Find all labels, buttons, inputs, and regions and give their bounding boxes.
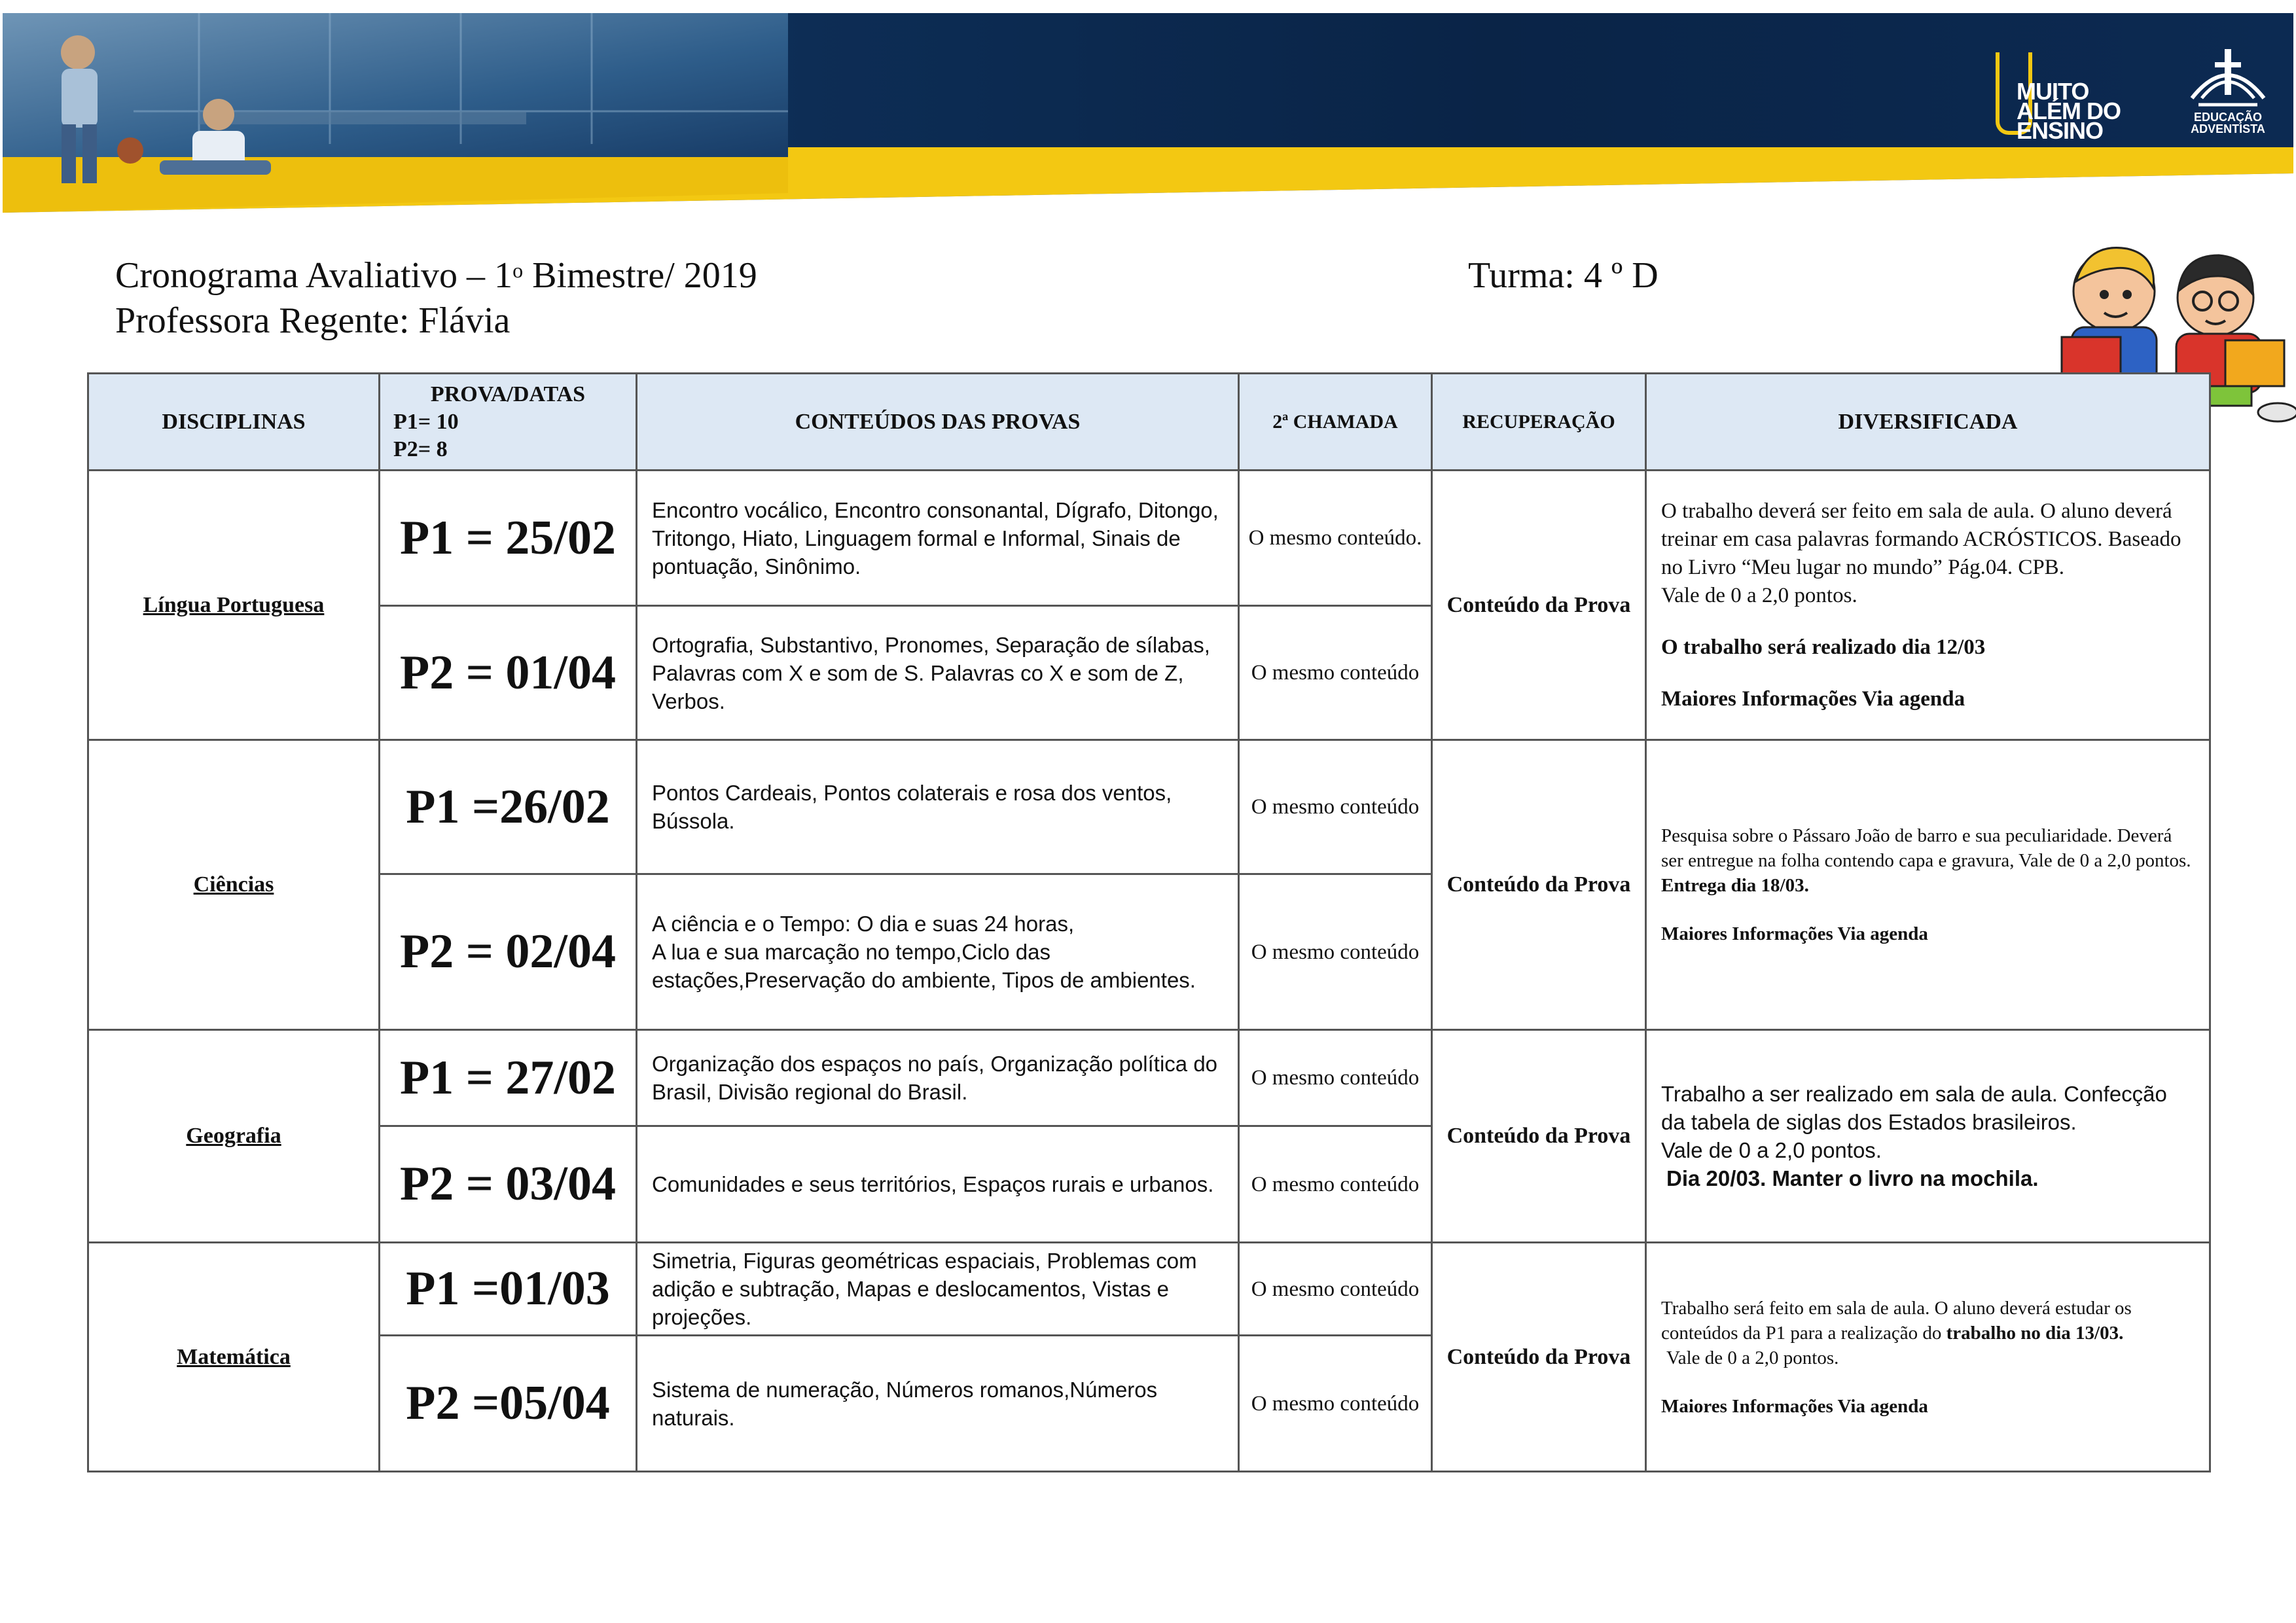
header-prova-datas-label: PROVA/DATAS: [430, 382, 586, 406]
subject-name: Matemática: [88, 1243, 380, 1472]
p2-content: [637, 874, 1239, 1030]
turma-label: Turma: 4 º D: [1468, 255, 1659, 296]
p2-content: Ortografia, Substantivo, Pronomes, Separação de sílabas, Palavras com X e som de S. Palavras co X e som de Z, Verbos.: [637, 606, 1239, 740]
div-valor: Vale de 0 a 2,0 pontos.: [1661, 583, 1857, 607]
div-data: O trabalho será realizado dia 12/03: [1661, 635, 1986, 659]
diversificada-cell: [1646, 1030, 2210, 1243]
p1-chamada: O mesmo conteúdo: [1239, 1030, 1432, 1126]
p2-content-line2: A lua e sua marcação no tempo,Ciclo das estações,Preservação do ambiente, Tipos de ambientes.: [652, 940, 1196, 992]
div-valor: Vale de 0 a 2,0 pontos.: [1661, 1138, 1882, 1162]
title-superscript: o: [512, 259, 524, 282]
subject-name: Língua Portuguesa: [88, 471, 380, 740]
gym-photo-image: [3, 13, 788, 213]
p2-chamada: O mesmo conteúdo: [1239, 606, 1432, 740]
div-info: Maiores Informações Via agenda: [1661, 687, 1965, 711]
header-p2-points: P2= 8: [393, 437, 448, 461]
p1-chamada: O mesmo conteúdo.: [1239, 471, 1432, 606]
p2-content: Sistema de numeração, Números romanos,Números naturais.: [637, 1336, 1239, 1472]
p2-date: P2 = 03/04: [380, 1126, 637, 1243]
p2-chamada: O mesmo conteúdo: [1239, 1126, 1432, 1243]
table-row: [88, 471, 2210, 606]
div-info: Maiores Informações Via agenda: [1661, 923, 1928, 944]
recuperacao-cell: Conteúdo da Prova: [1432, 1243, 1646, 1472]
logo-adv-line2: ADVENTISTA: [2191, 122, 2265, 135]
div-text: Trabalho será feito em sala de aula. O aluno deverá estudar os conteúdos da P1 para a realização do: [1661, 1297, 2132, 1344]
diversificada-cell: [1646, 471, 2210, 740]
p1-chamada: O mesmo conteúdo: [1239, 740, 1432, 874]
subject-name: Geografia: [88, 1030, 380, 1243]
header-recuperacao: RECUPERAÇÃO: [1432, 374, 1646, 471]
table-row: [88, 740, 2210, 874]
recuperacao-cell: Conteúdo da Prova: [1432, 471, 1646, 740]
div-data: Entrega dia 18/03.: [1661, 875, 1809, 896]
table-header-row: [88, 374, 2210, 471]
header-banner: [3, 13, 2293, 213]
p2-content: Comunidades e seus territórios, Espaços rurais e urbanos.: [637, 1126, 1239, 1243]
schedule-table: [87, 372, 2211, 1472]
table-row: [88, 1030, 2210, 1126]
p2-chamada: O mesmo conteúdo: [1239, 1336, 1432, 1472]
p1-date: P1 = 27/02: [380, 1030, 637, 1126]
div-info: Maiores Informações Via agenda: [1661, 1395, 1928, 1417]
logo-muito-line2: ALÉM DO: [2017, 98, 2121, 124]
logo-muito-line3: ENSINO: [2017, 117, 2104, 144]
p2-date: P2 = 02/04: [380, 874, 637, 1030]
header-disciplinas: DISCIPLINAS: [88, 374, 380, 471]
header-segunda-chamada: 2ª CHAMADA: [1239, 374, 1432, 471]
div-text: Pesquisa sobre o Pássaro João de barro e sua peculiaridade. Deverá ser entregue na folha contendo capa e gravura, Vale de 0 a 2,0 pontos.: [1661, 825, 2191, 871]
div-valor: Vale de 0 a 2,0 pontos.: [1666, 1347, 1839, 1368]
p1-date: P1 =26/02: [380, 740, 637, 874]
table-row: [88, 1243, 2210, 1336]
header-diversificada: DIVERSIFICADA: [1646, 374, 2210, 471]
page-title: [115, 255, 757, 296]
recuperacao-cell: Conteúdo da Prova: [1432, 740, 1646, 1030]
div-text: Trabalho a ser realizado em sala de aula. Confecção da tabela de siglas dos Estados brasileiros.: [1661, 1082, 2167, 1134]
div-text-block: [1661, 823, 2195, 898]
title-part2: Bimestre/ 2019: [523, 255, 757, 296]
p1-date: P1 = 25/02: [380, 471, 637, 606]
p1-content: Organização dos espaços no país, Organização política do Brasil, Divisão regional do Brasil.: [637, 1030, 1239, 1126]
div-text: O trabalho deverá ser feito em sala de aula. O aluno deverá treinar em casa palavras formando ACRÓSTICOS. Baseado no Livro “Meu lugar no mundo” Pág.04. CPB.: [1661, 499, 2181, 579]
educacao-adventista-logo: [2179, 39, 2277, 137]
div-text-block: [1661, 1296, 2195, 1346]
p1-content: Simetria, Figuras geométricas espaciais, Problemas com adição e subtração, Mapas e deslocamentos, Vistas e projeções.: [637, 1243, 1239, 1336]
subject-name: Ciências: [88, 740, 380, 1030]
logo-adv-line1: EDUCAÇÃO: [2193, 111, 2262, 124]
div-data: trabalho no dia 13/03.: [1946, 1322, 2124, 1344]
title-part1: Cronograma Avaliativo – 1: [115, 255, 513, 296]
p1-chamada: O mesmo conteúdo: [1239, 1243, 1432, 1336]
recuperacao-cell: Conteúdo da Prova: [1432, 1030, 1646, 1243]
muito-alem-do-ensino-logo: [1989, 36, 2159, 144]
p2-date: P2 = 01/04: [380, 606, 637, 740]
header-conteudos: CONTEÚDOS DAS PROVAS: [637, 374, 1239, 471]
p1-content: Encontro vocálico, Encontro consonantal, Dígrafo, Ditongo, Tritongo, Hiato, Linguagem formal e Informal, Sinais de pontuação, Sinônimo.: [637, 471, 1239, 606]
p1-content: Pontos Cardeais, Pontos colaterais e rosa dos ventos, Bússola.: [637, 740, 1239, 874]
p2-date: P2 =05/04: [380, 1336, 637, 1472]
p2-chamada: O mesmo conteúdo: [1239, 874, 1432, 1030]
p1-date: P1 =01/03: [380, 1243, 637, 1336]
diversificada-cell: [1646, 740, 2210, 1030]
div-data: Dia 20/03. Manter o livro na mochila.: [1666, 1166, 2039, 1190]
diversificada-cell: [1646, 1243, 2210, 1472]
logo-muito-line1: MUITO: [2017, 78, 2089, 105]
adventista-emblem-icon: [2179, 39, 2277, 111]
header-p1-points: P1= 10: [393, 409, 459, 434]
p2-content-line1: A ciência e o Tempo: O dia e suas 24 horas,: [652, 912, 1075, 936]
header-prova-datas: [380, 374, 637, 471]
professora-label: Professora Regente: Flávia: [115, 300, 511, 341]
